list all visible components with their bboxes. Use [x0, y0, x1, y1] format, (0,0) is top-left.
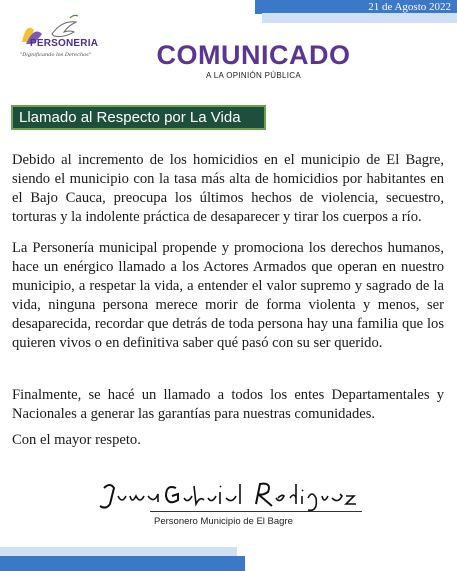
bottom-decor-bar	[0, 556, 245, 571]
page-subtitle: A LA OPINIÓN PÚBLICA	[206, 71, 301, 80]
top-decor-bar-light	[262, 13, 457, 23]
paragraph-2: La Personería municipal propende y promociona los derechos humanos, hace un enérgico llamado a los Actores Armados que operan en nuestro municipio, a respetar la vida, a entender el valor supremo y sagrado de la vida, ninguna persona merece morir de forma violenta y menos, ser desaparecida, recordar que detrás de toda persona hay una familia que los quieren vivos o en definitiva saber qué pasó con su ser querido.	[12, 240, 444, 351]
bottom-decor-bar-light	[0, 547, 237, 556]
page-title: COMUNICADO	[156, 40, 351, 70]
signer-role: Personero Municipio de El Bagre	[154, 516, 293, 527]
signature-line	[150, 511, 362, 512]
paragraph-1: Debido al incremento de los homicidios en el municipio de El Bagre, siendo el municipio con la tasa más alta de homicidios por habitantes en el Bajo Cauca, preocupa los últimos hechos de violencia, secuestro, torturas y la indolente práctica de desaparecer y tirar los cuerpos a río.	[12, 152, 444, 225]
date-label: 21 de Agosto 2022	[368, 1, 451, 13]
section-banner	[11, 105, 266, 130]
banner-label: Llamado al Respecto por La Vida	[19, 109, 241, 126]
handwritten-signature	[96, 474, 366, 514]
closing-text: Con el mayor respeto.	[12, 432, 141, 448]
paragraph-3: Finalmente, se hacé un llamado a todos los entes Departamentales y Nacionales a generar las garantías para nuestras comunidades.	[12, 387, 444, 422]
logo-tagline: "Dignificando los Derechos"	[20, 52, 92, 58]
logo-text: PERSONERIA	[30, 38, 99, 49]
